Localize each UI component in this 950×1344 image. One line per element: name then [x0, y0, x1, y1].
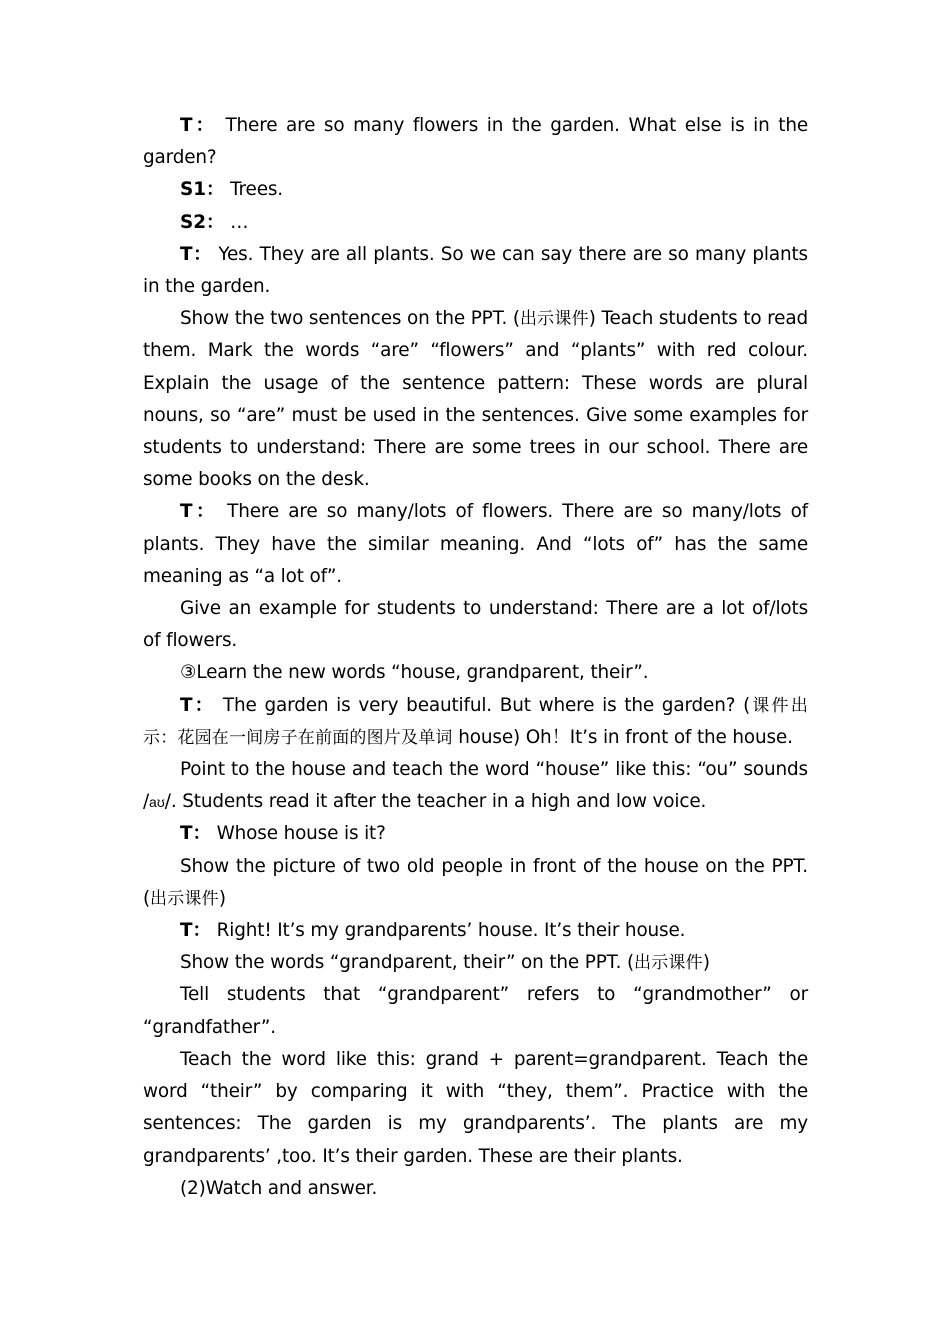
circled-number-marker: ③	[180, 662, 197, 684]
dialogue-line-student-1	[143, 174, 808, 206]
instruction-text-before: Show the two sentences on the PPT. (	[180, 308, 520, 330]
dialogue-text: Yes. They are all plants. So we can say there are so many plants in the garden.	[143, 243, 808, 298]
dialogue-line-teacher-5	[143, 818, 808, 850]
dialogue-line-student-2	[143, 207, 808, 239]
speaker-label: S1：	[180, 179, 225, 201]
instruction-paragraph-ppt-sentences	[143, 303, 808, 496]
instruction-text-after: )	[702, 952, 710, 974]
dialogue-text: Right! It’s my grandparents’ house. It’s their house.	[216, 920, 686, 942]
chinese-annotation: 出示课件	[519, 309, 589, 330]
dialogue-text: …	[230, 211, 249, 233]
speaker-label: T：	[180, 501, 218, 523]
speaker-label: T：	[180, 694, 216, 716]
speaker-label: S2：	[180, 211, 225, 233]
instruction-text-before: Point to the house and teach the word “house” like this: “ou” sounds /	[143, 759, 808, 813]
speaker-label: T：	[180, 823, 211, 845]
phonetic-symbol: aʊ	[149, 794, 165, 811]
chinese-annotation: 课件出示：花园在一间房子在前面的图片及单词	[143, 695, 809, 748]
step-text: Watch and answer.	[205, 1177, 378, 1199]
dialogue-text: There are so many flowers in the garden. What else is in the garden?	[143, 115, 809, 169]
instruction-text-after: ) Teach students to read them. Mark the words “are” “flowers” and “plants” with red colour. Explain the usage of the sentence pattern: These words are plural nouns, so “are” must be used in the sentences. Give some examples for students to understand: There are some trees in our school. There are some books on the desk.	[143, 308, 808, 491]
speaker-label: T：	[180, 115, 217, 136]
step-number-marker: (2)	[180, 1177, 206, 1199]
instruction-text: Teach the word like this: grand + parent=grandparent. Teach the word “their” by comparing it with “they, them”. Practice with the sentences: The garden is my grandparents’. The plants are my grandparents’ ,too. It’s their garden. These are their plants.	[143, 1048, 808, 1167]
chinese-annotation: 出示课件	[150, 888, 219, 909]
instruction-paragraph-teach-word	[143, 1044, 808, 1173]
dialogue-line-teacher-1	[143, 110, 808, 174]
instruction-paragraph-example	[143, 593, 808, 657]
step-item-learn-new-words	[143, 657, 808, 689]
instruction-paragraph-tell-students	[143, 979, 808, 1043]
dialogue-line-teacher-3	[143, 496, 808, 593]
instruction-paragraph-show-words	[143, 947, 808, 979]
instruction-paragraph-pronunciation	[143, 754, 808, 818]
step-text: Learn the new words “house, grandparent, their”.	[196, 662, 649, 684]
instruction-text-before: Show the words “grandparent, their” on the PPT. (	[180, 952, 634, 974]
instruction-paragraph-show-picture	[143, 851, 808, 915]
instruction-text-before: Show the picture of two old people in front of the house on the PPT. (	[143, 855, 808, 909]
dialogue-text: Whose house is it?	[216, 823, 386, 845]
instruction-text-after: )	[218, 887, 226, 909]
speaker-label: T：	[180, 920, 211, 942]
dialogue-line-teacher-6	[143, 915, 808, 947]
speaker-label: T：	[180, 243, 213, 265]
dialogue-text-before: The garden is very beautiful. But where is the garden? (	[222, 694, 751, 716]
dialogue-text-after: house) Oh！It’s in front of the house.	[452, 726, 793, 748]
instruction-text: Tell students that “grandparent” refers to “grandmother” or “grandfather”.	[143, 984, 808, 1038]
dialogue-text: There are so many/lots of flowers. There are so many/lots of plants. They have the similar meaning. And “lots of” has the same meaning as “a lot of”.	[143, 501, 808, 587]
document-text-body	[143, 110, 808, 1205]
instruction-text-after: /. Students read it after the teacher in a high and low voice.	[164, 791, 707, 813]
dialogue-text: Trees.	[230, 179, 283, 201]
dialogue-line-teacher-2	[143, 239, 808, 303]
chinese-annotation: 出示课件	[634, 953, 703, 974]
step-item-watch-and-answer	[143, 1173, 808, 1205]
dialogue-line-teacher-4	[143, 690, 808, 754]
instruction-text: Give an example for students to understand: There are a lot of/lots of flowers.	[143, 598, 808, 652]
